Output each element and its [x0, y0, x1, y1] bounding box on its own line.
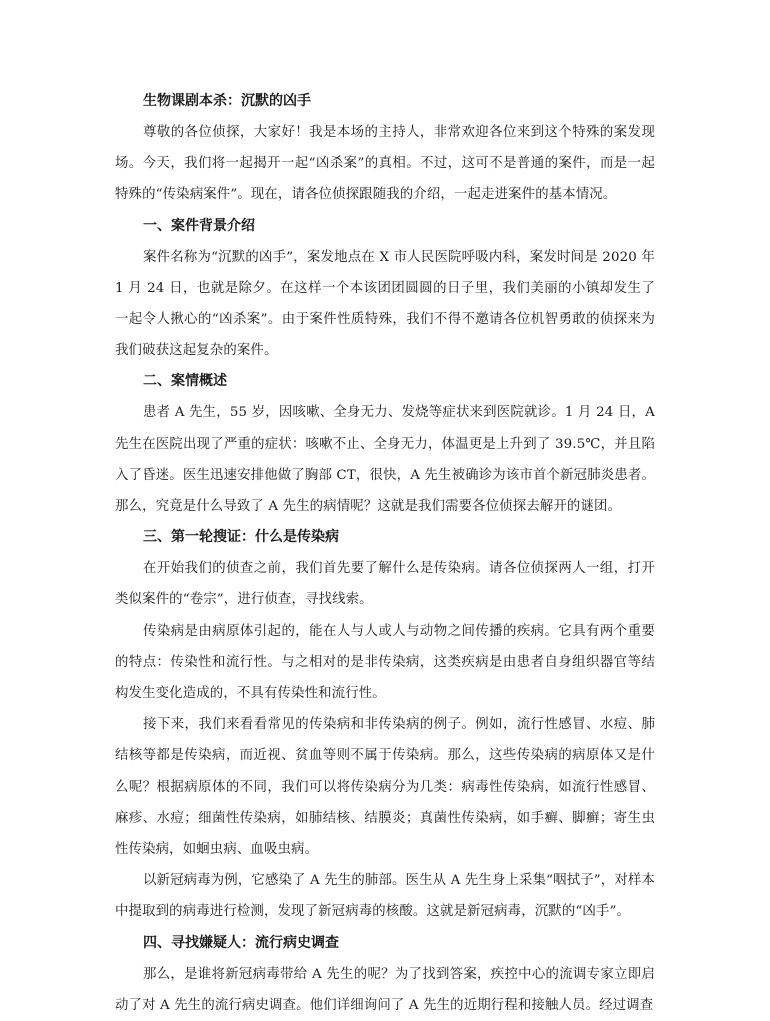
document-title: 生物课剧本杀：沉默的凶手 — [143, 93, 311, 109]
section-paragraph: 接下来，我们来看看常见的传染病和非传染病的例子。例如，流行性感冒、水痘、肺结核等都是传染病，而近视、贫血等则不属于传染病。那么，这些传染病的病原体又是什么呢？根据病原体的不同，我们可以将传染病分为几类：病毒性传染病，如流行性感冒、麻疹、水痘；细菌性传染病，如肺结核、结膜炎；真菌性传染病，如手癣、脚癣；寄生虫性传染病，如蛔虫病、血吸虫病。 — [115, 717, 655, 858]
section-paragraph: 患者 A 先生，55 岁，因咳嗽、全身无力、发烧等症状来到医院就诊。1 月 24 日，A 先生在医院出现了严重的症状：咳嗽不止、全身无力，体温更是上升到了 39.5℃，并且陷入了昏迷。医生迅速安排他做了胸部 CT，很快，A 先生被确诊为该市首个新冠肺炎患者。那么，究竟是什么导致了 A 先生的病情呢？这就是我们需要各位侦探去解开的谜团。 — [115, 405, 655, 515]
section-paragraph: 那么，是谁将新冠病毒带给 A 先生的呢？为了找到答案，疾控中心的流调专家立即启动了对 A 先生的流行病史调查。他们详细询问了 A 先生的近期行程和接触人员。经过调查 — [115, 966, 655, 1013]
section-paragraph: 案件名称为“沉默的凶手”，案发地点在 X 市人民医院呼吸内科，案发时间是 2020 年 1 月 24 日，也就是除夕。在这样一个本该团团圆圆的日子里，我们美丽的小镇却发生了一起令人揪心的“凶杀案”。由于案件性质特殊，我们不得不邀请各位机智勇敢的侦探来为我们破获这起复杂的案件。 — [115, 249, 655, 359]
section-heading-first-search: 三、第一轮搜证：什么是传染病 — [143, 529, 339, 546]
section-heading-overview: 二、案情概述 — [143, 373, 227, 390]
section-paragraph: 传染病是由病原体引起的，能在人与人或人与动物之间传播的疾病。它具有两个重要的特点：传染性和流行性。与之相对的是非传染病，这类疾病是由患者自身组织器官等结构发生变化造成的，不具有传染性和流行性。 — [115, 623, 655, 702]
document-page — [115, 86, 655, 1021]
section-heading-background: 一、案件背景介绍 — [143, 217, 255, 234]
intro-paragraph: 尊敬的各位侦探，大家好！我是本场的主持人，非常欢迎各位来到这个特殊的案发现场。今天，我们将一起揭开一起“凶杀案”的真相。不过，这可不是普通的案件，而是一起特殊的“传染病案件”。现在，请各位侦探跟随我的介绍，一起走进案件的基本情况。 — [115, 125, 655, 203]
section-heading-suspect: 四、寻找嫌疑人：流行病史调查 — [143, 934, 339, 951]
section-paragraph: 在开始我们的侦查之前，我们首先要了解什么是传染病。请各位侦探两人一组，打开类似案件的“卷宗”，进行侦查，寻找线索。 — [115, 561, 655, 608]
section-paragraph: 以新冠病毒为例，它感染了 A 先生的肺部。医生从 A 先生身上采集“咽拭子”，对样本中提取到的病毒进行检测，发现了新冠病毒的核酸。这就是新冠病毒，沉默的“凶手”。 — [115, 873, 655, 920]
